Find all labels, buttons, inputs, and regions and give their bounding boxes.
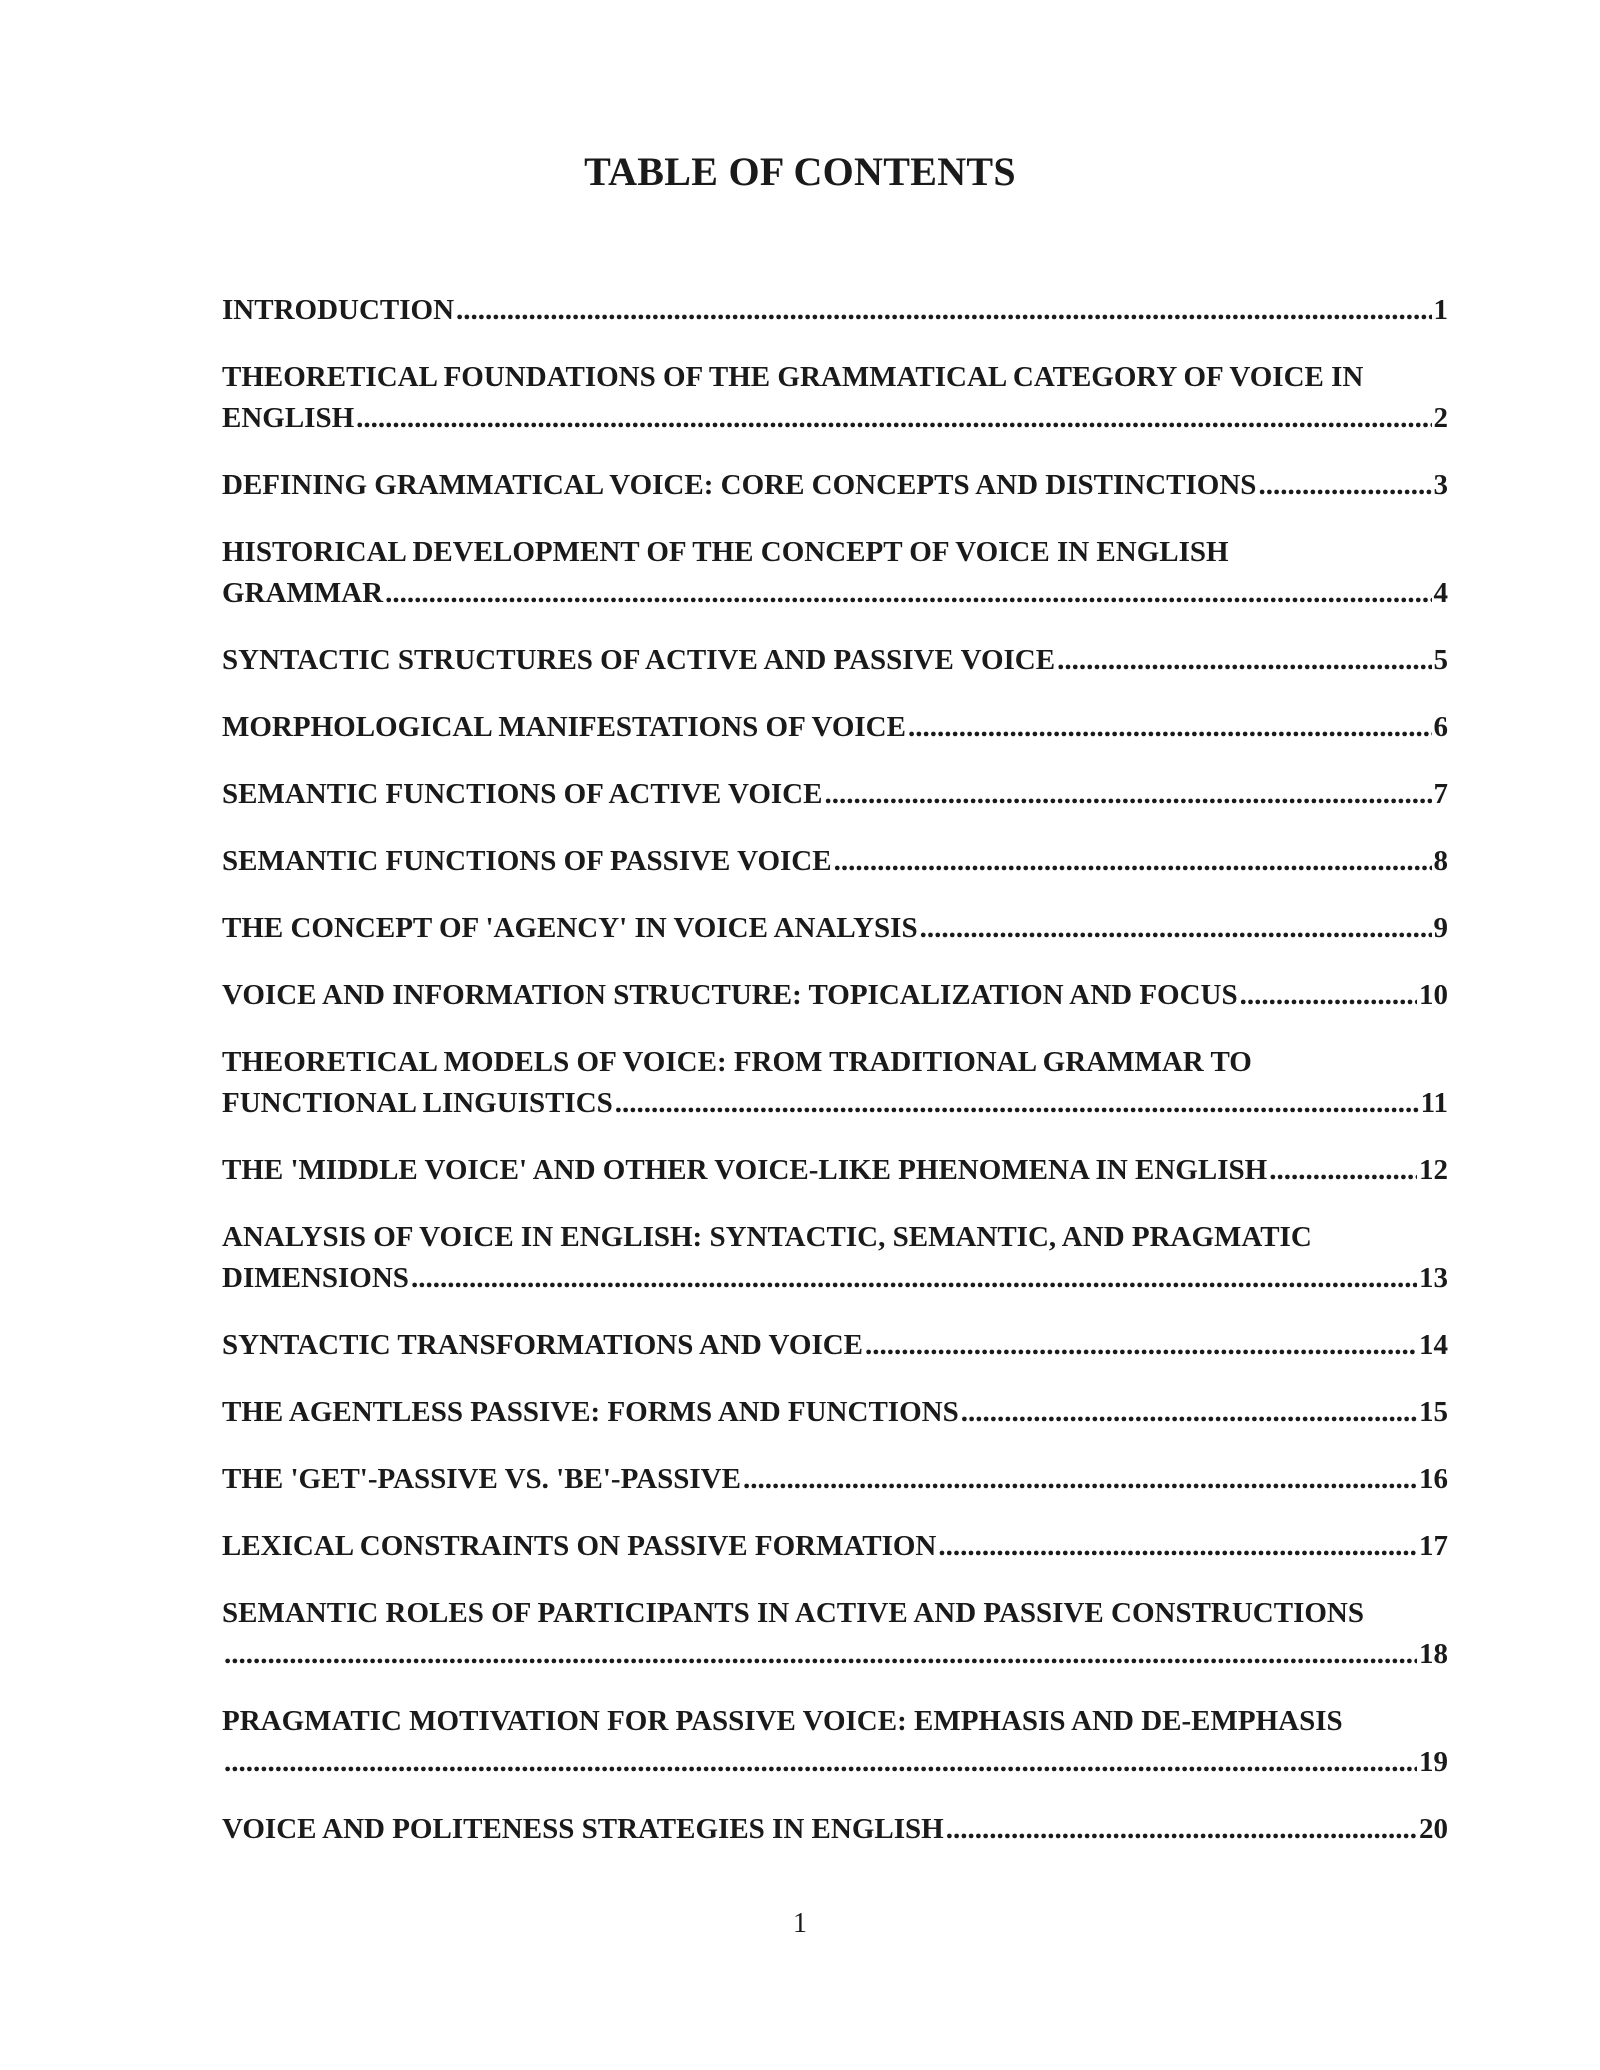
toc-entry[interactable]	[222, 774, 1462, 815]
toc-entry-title: THE AGENTLESS PASSIVE: FORMS AND FUNCTIONS	[222, 1396, 959, 1428]
toc-entry-page: 8	[1433, 845, 1448, 877]
toc-entry-page: 12	[1419, 1154, 1448, 1186]
toc-list	[222, 290, 1462, 1876]
toc-entry-page: 10	[1419, 979, 1448, 1011]
toc-entry-title: PRAGMATIC MOTIVATION FOR PASSIVE VOICE: EMPHASIS AND DE-EMPHASIS	[222, 1705, 1343, 1737]
toc-entry[interactable]	[222, 1701, 1462, 1783]
toc-entry-page: 19	[1419, 1746, 1448, 1778]
dot-leader	[1057, 640, 1431, 681]
toc-entry-page: 1	[1433, 294, 1448, 326]
toc-entry-title: THE CONCEPT OF 'AGENCY' IN VOICE ANALYSIS	[222, 912, 918, 944]
toc-entry-title: THE 'MIDDLE VOICE' AND OTHER VOICE-LIKE PHENOMENA IN ENGLISH	[222, 1154, 1268, 1186]
dot-leader	[1269, 1150, 1417, 1191]
dot-leader	[743, 1459, 1417, 1500]
dot-leader	[824, 774, 1431, 815]
toc-entry[interactable]	[222, 532, 1462, 614]
toc-entry-page: 14	[1419, 1329, 1448, 1361]
toc-entry-title-cont: FUNCTIONAL LINGUISTICS	[222, 1087, 613, 1119]
toc-entry-title-cont: ENGLISH	[222, 402, 355, 434]
toc-entry-page: 17	[1419, 1530, 1448, 1562]
dot-leader	[961, 1392, 1417, 1433]
toc-entry-title: THEORETICAL FOUNDATIONS OF THE GRAMMATICAL CATEGORY OF VOICE IN	[222, 361, 1364, 393]
dot-leader	[834, 841, 1432, 882]
toc-entry-title: INTRODUCTION	[222, 294, 455, 326]
dot-leader	[356, 398, 1431, 439]
toc-entry[interactable]	[222, 290, 1462, 331]
toc-entry[interactable]	[222, 465, 1462, 506]
toc-entry[interactable]	[222, 908, 1462, 949]
toc-entry[interactable]	[222, 357, 1462, 439]
dot-leader	[946, 1809, 1417, 1850]
toc-entry-page: 3	[1433, 469, 1448, 501]
toc-entry-title: SYNTACTIC STRUCTURES OF ACTIVE AND PASSIVE VOICE	[222, 644, 1056, 676]
toc-entry-page: 7	[1433, 778, 1448, 810]
toc-entry-title: LEXICAL CONSTRAINTS ON PASSIVE FORMATION	[222, 1530, 937, 1562]
dot-leader	[908, 707, 1432, 748]
toc-entry[interactable]	[222, 1459, 1462, 1500]
dot-leader	[224, 1634, 1417, 1675]
page-title: TABLE OF CONTENTS	[584, 149, 1016, 194]
toc-entry-title: VOICE AND POLITENESS STRATEGIES IN ENGLISH	[222, 1813, 944, 1845]
dot-leader	[224, 1742, 1417, 1783]
toc-entry-title: ANALYSIS OF VOICE IN ENGLISH: SYNTACTIC, SEMANTIC, AND PRAGMATIC	[222, 1221, 1312, 1253]
toc-entry-title: SYNTACTIC TRANSFORMATIONS AND VOICE	[222, 1329, 864, 1361]
dot-leader	[938, 1526, 1417, 1567]
toc-entry-title: HISTORICAL DEVELOPMENT OF THE CONCEPT OF VOICE IN ENGLISH	[222, 536, 1229, 568]
toc-entry-page: 11	[1420, 1087, 1448, 1119]
toc-entry[interactable]	[222, 1325, 1462, 1366]
toc-entry-page: 4	[1433, 577, 1448, 609]
toc-entry[interactable]	[222, 1042, 1462, 1124]
dot-leader	[1258, 465, 1431, 506]
toc-entry-title: DEFINING GRAMMATICAL VOICE: CORE CONCEPTS AND DISTINCTIONS	[222, 469, 1257, 501]
toc-entry-page: 6	[1433, 711, 1448, 743]
dot-leader	[920, 908, 1432, 949]
toc-entry-page: 13	[1419, 1262, 1448, 1294]
toc-entry[interactable]	[222, 707, 1462, 748]
dot-leader	[411, 1258, 1417, 1299]
toc-entry-page: 20	[1419, 1813, 1448, 1845]
toc-entry-page: 2	[1433, 402, 1448, 434]
toc-entry[interactable]	[222, 1593, 1462, 1675]
toc-entry-page: 18	[1419, 1638, 1448, 1670]
toc-entry-title: THEORETICAL MODELS OF VOICE: FROM TRADITIONAL GRAMMAR TO	[222, 1046, 1252, 1078]
toc-entry[interactable]	[222, 1392, 1462, 1433]
toc-entry-title: THE 'GET'-PASSIVE VS. 'BE'-PASSIVE	[222, 1463, 741, 1495]
page-number: 1	[793, 1908, 807, 1939]
toc-entry-title: SEMANTIC FUNCTIONS OF PASSIVE VOICE	[222, 845, 832, 877]
toc-entry-page: 15	[1419, 1396, 1448, 1428]
toc-entry[interactable]	[222, 1217, 1462, 1299]
toc-entry-title-cont: GRAMMAR	[222, 577, 384, 609]
toc-entry-title: VOICE AND INFORMATION STRUCTURE: TOPICALIZATION AND FOCUS	[222, 979, 1238, 1011]
toc-entry-title: SEMANTIC ROLES OF PARTICIPANTS IN ACTIVE AND PASSIVE CONSTRUCTIONS	[222, 1597, 1365, 1629]
toc-entry[interactable]	[222, 640, 1462, 681]
toc-entry-title: SEMANTIC FUNCTIONS OF ACTIVE VOICE	[222, 778, 823, 810]
dot-leader	[385, 573, 1431, 614]
dot-leader	[615, 1083, 1419, 1124]
toc-entry-page: 9	[1433, 912, 1448, 944]
toc-entry[interactable]	[222, 1526, 1462, 1567]
dot-leader	[1240, 975, 1417, 1016]
toc-entry-title-cont: DIMENSIONS	[222, 1262, 409, 1294]
toc-entry[interactable]	[222, 841, 1462, 882]
toc-entry-title: MORPHOLOGICAL MANIFESTATIONS OF VOICE	[222, 711, 906, 743]
toc-entry[interactable]	[222, 975, 1462, 1016]
dot-leader	[456, 290, 1431, 331]
toc-entry-page: 5	[1433, 644, 1448, 676]
toc-entry[interactable]	[222, 1809, 1462, 1850]
toc-entry-page: 16	[1419, 1463, 1448, 1495]
dot-leader	[865, 1325, 1417, 1366]
toc-entry[interactable]	[222, 1150, 1462, 1191]
